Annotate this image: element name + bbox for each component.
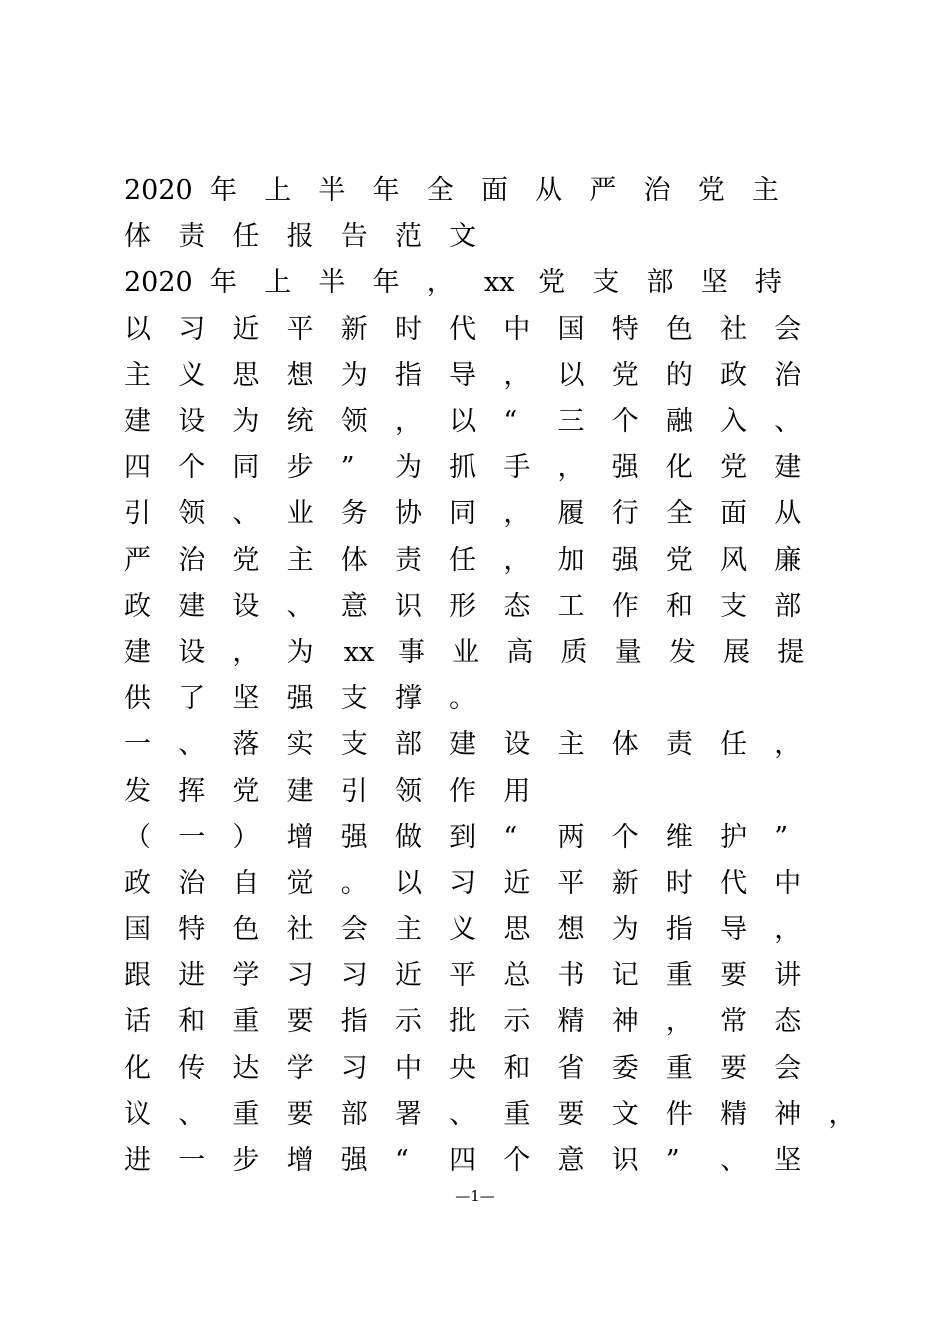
text-line (124, 999, 844, 1045)
text-token: 同 (232, 452, 260, 484)
text-token: 示 (503, 1006, 531, 1038)
text-token: 精 (557, 1006, 585, 1038)
text-token: 领 (394, 775, 422, 807)
text-token: xx (483, 267, 515, 299)
text-token: 从 (774, 498, 802, 530)
text-token: 色 (665, 313, 693, 345)
text-line (124, 768, 844, 814)
text-token: 年 (210, 267, 237, 299)
text-token: 神 (774, 1098, 802, 1130)
text-token: 中 (503, 313, 531, 345)
text-token: 提 (777, 636, 805, 668)
text-token: 履 (557, 498, 585, 530)
text-token: 跟 (124, 960, 151, 992)
text-token: 主 (286, 544, 314, 576)
text-token: 从 (535, 175, 563, 207)
text-token: 化 (665, 452, 693, 484)
text-token: 、 (286, 590, 314, 622)
page-number: —1— (455, 1187, 495, 1205)
text-token: 书 (557, 960, 585, 992)
text-token: 国 (124, 914, 151, 946)
text-token: 新 (611, 867, 639, 899)
text-token: 作 (611, 590, 639, 622)
text-token: 导 (449, 359, 477, 391)
text-token: 作 (449, 775, 477, 807)
text-token: 引 (340, 775, 368, 807)
text-token: 协 (394, 498, 422, 530)
text-token: 同 (449, 498, 477, 530)
text-token: 要 (557, 1098, 585, 1130)
text-line (124, 445, 844, 491)
text-token: 任 (449, 544, 477, 576)
text-token: 党 (720, 452, 748, 484)
text-token: 社 (286, 914, 314, 946)
text-token: 义 (178, 359, 206, 391)
text-token: 特 (611, 313, 639, 345)
text-token: ， (828, 1098, 856, 1130)
text-token: 政 (720, 359, 748, 391)
text-token: 平 (286, 313, 314, 345)
text-token: 个 (611, 406, 639, 438)
text-token: 议 (124, 1098, 151, 1130)
text-token: 量 (614, 636, 642, 668)
text-token: 部 (774, 590, 802, 622)
text-token: 识 (611, 1145, 639, 1177)
text-token: 指 (340, 1006, 368, 1038)
text-token: 发 (124, 775, 151, 807)
text-token: 责 (178, 221, 206, 253)
text-token: 。 (449, 683, 477, 715)
text-token: 撑 (394, 683, 422, 715)
text-token: 坚 (232, 683, 260, 715)
text-token: 体 (611, 729, 639, 761)
text-token: ” (665, 1145, 680, 1177)
text-line (124, 630, 844, 676)
text-token: 了 (178, 683, 206, 715)
text-token: 治 (178, 867, 206, 899)
text-line (124, 1046, 844, 1092)
text-token: 以 (557, 359, 585, 391)
text-token: 精 (720, 1098, 748, 1130)
text-token: 设 (232, 590, 260, 622)
text-token: 上 (264, 267, 292, 299)
text-token: 务 (340, 498, 368, 530)
text-token: 态 (774, 1006, 802, 1038)
text-token: 任 (720, 729, 748, 761)
text-token: 个 (178, 452, 206, 484)
body-text (124, 168, 856, 1184)
text-line (124, 815, 844, 861)
text-token: 2020 (124, 175, 193, 207)
text-token: 重 (665, 960, 693, 992)
text-token: 党 (538, 267, 566, 299)
text-token: 廉 (774, 544, 802, 576)
text-token: 强 (340, 1145, 368, 1177)
text-token: 党 (611, 359, 639, 391)
text-token: 业 (286, 498, 314, 530)
text-token: 学 (232, 960, 260, 992)
text-token: 学 (286, 1052, 314, 1084)
text-token: 落 (232, 729, 260, 761)
text-token: 省 (557, 1052, 585, 1084)
text-token: 重 (665, 1052, 693, 1084)
text-token: 风 (720, 544, 748, 576)
text-token: 态 (503, 590, 531, 622)
text-token: 建 (286, 775, 314, 807)
text-token: （ (124, 821, 151, 853)
text-token: ” (774, 821, 789, 853)
text-token: 范 (394, 221, 422, 253)
text-token: 化 (124, 1052, 151, 1084)
text-token: 一 (178, 821, 206, 853)
text-token: 建 (449, 729, 477, 761)
text-token: ， (426, 267, 454, 299)
text-token: 领 (178, 498, 206, 530)
text-token: 做 (394, 821, 422, 853)
text-token: 政 (124, 867, 151, 899)
text-token: 统 (286, 406, 314, 438)
text-token: 建 (178, 590, 206, 622)
text-token: 严 (589, 175, 617, 207)
text-token: 为 (611, 914, 639, 946)
text-token: 一 (124, 729, 151, 761)
text-token: 支 (340, 683, 368, 715)
text-token: xx (343, 636, 375, 668)
text-line (124, 399, 844, 445)
text-token: 文 (449, 221, 477, 253)
text-line (124, 214, 844, 260)
text-token: 2020 (124, 267, 193, 299)
text-token: ， (557, 452, 585, 484)
text-token: 特 (178, 914, 206, 946)
text-token: 党 (697, 175, 725, 207)
text-line (124, 353, 844, 399)
text-token: 自 (232, 867, 260, 899)
text-token: 严 (124, 544, 151, 576)
text-token: 持 (754, 267, 782, 299)
text-token: 全 (665, 498, 693, 530)
text-line (124, 953, 844, 999)
text-token: 发 (668, 636, 696, 668)
text-token: 告 (340, 221, 368, 253)
text-token: 色 (232, 914, 260, 946)
text-token: 形 (449, 590, 477, 622)
text-token: 手 (503, 452, 531, 484)
text-token: 四 (124, 452, 151, 484)
text-token: 治 (643, 175, 671, 207)
text-token: 主 (557, 729, 585, 761)
text-token: 步 (286, 452, 314, 484)
text-token: 平 (557, 867, 585, 899)
text-token: 社 (720, 313, 748, 345)
text-token: 展 (723, 636, 751, 668)
text-token: 实 (286, 729, 314, 761)
text-token: “ (394, 1145, 409, 1177)
text-token: 设 (503, 729, 531, 761)
text-token: 达 (232, 1052, 260, 1084)
text-token: 、 (774, 406, 802, 438)
text-token: 步 (232, 1145, 260, 1177)
text-token: 署 (394, 1098, 422, 1130)
text-token: 半 (318, 175, 346, 207)
text-token: 时 (394, 313, 422, 345)
text-token: 工 (557, 590, 585, 622)
text-token: 体 (124, 221, 151, 253)
text-token: 质 (560, 636, 588, 668)
text-token: 两 (557, 821, 585, 853)
text-line (124, 168, 844, 214)
text-line (124, 676, 844, 722)
text-token: 进 (178, 960, 206, 992)
text-token: 重 (232, 1098, 260, 1130)
text-token: 新 (340, 313, 368, 345)
text-token: 导 (720, 914, 748, 946)
text-token: 讲 (774, 960, 802, 992)
text-token: 以 (394, 867, 422, 899)
text-token: 一 (178, 1145, 206, 1177)
text-token: 强 (611, 544, 639, 576)
text-token: 建 (774, 452, 802, 484)
text-token: 想 (286, 359, 314, 391)
text-line (124, 722, 844, 768)
text-token: ， (503, 359, 531, 391)
text-token: 领 (340, 406, 368, 438)
text-token: 平 (449, 960, 477, 992)
text-token: 治 (178, 544, 206, 576)
text-token: 中 (394, 1052, 422, 1084)
text-token: 国 (557, 313, 585, 345)
text-token: 习 (449, 867, 477, 899)
text-line (124, 260, 844, 306)
text-token: 会 (340, 914, 368, 946)
text-token: 引 (124, 498, 151, 530)
text-token: 挥 (178, 775, 206, 807)
text-token: 和 (178, 1006, 206, 1038)
text-token: 年 (210, 175, 237, 207)
text-token: ” (340, 452, 355, 484)
text-token: 强 (611, 452, 639, 484)
text-token: 总 (503, 960, 531, 992)
text-token: 神 (611, 1006, 639, 1038)
text-token: 建 (124, 406, 151, 438)
text-token: “ (503, 821, 518, 853)
text-token: 思 (503, 914, 531, 946)
text-token: 批 (449, 1006, 477, 1038)
text-token: “ (503, 406, 518, 438)
text-token: 代 (720, 867, 748, 899)
text-token: 习 (340, 1052, 368, 1084)
text-token: 高 (506, 636, 534, 668)
text-token: 为 (394, 452, 422, 484)
text-line (124, 861, 844, 907)
text-token: 加 (557, 544, 585, 576)
text-token: ， (665, 1006, 693, 1038)
text-token: 强 (340, 821, 368, 853)
text-line (124, 1092, 856, 1138)
text-token: 中 (774, 867, 802, 899)
text-token: 事 (397, 636, 425, 668)
text-token: 重 (232, 1006, 260, 1038)
text-token: 护 (720, 821, 748, 853)
text-token: 业 (452, 636, 480, 668)
text-token: 和 (503, 1052, 531, 1084)
text-token: 支 (720, 590, 748, 622)
text-token: 为 (232, 406, 260, 438)
text-token: 主 (751, 175, 779, 207)
text-token: 话 (124, 1006, 151, 1038)
text-token: 意 (340, 590, 368, 622)
text-token: 习 (178, 313, 206, 345)
text-token: 全 (426, 175, 454, 207)
text-token: 支 (592, 267, 620, 299)
text-token: 习 (286, 960, 314, 992)
text-token: 抓 (449, 452, 477, 484)
text-token: ， (232, 636, 260, 668)
text-token: 、 (720, 1145, 748, 1177)
text-token: 主 (394, 914, 422, 946)
text-token: 识 (394, 590, 422, 622)
text-token: 传 (178, 1052, 206, 1084)
text-token: 建 (124, 636, 151, 668)
text-token: 和 (665, 590, 693, 622)
text-token: 设 (178, 636, 206, 668)
text-token: 的 (665, 359, 693, 391)
text-token: 年 (372, 175, 400, 207)
text-token: 增 (286, 1145, 314, 1177)
text-token: ， (774, 729, 802, 761)
text-token: 行 (611, 498, 639, 530)
text-token: 示 (394, 1006, 422, 1038)
text-token: 面 (480, 175, 508, 207)
text-token: 想 (557, 914, 585, 946)
text-token: 报 (286, 221, 314, 253)
text-token: 时 (665, 867, 693, 899)
text-token: 四 (449, 1145, 477, 1177)
text-token: 义 (449, 914, 477, 946)
text-token: 增 (286, 821, 314, 853)
text-token: 部 (646, 267, 674, 299)
text-token: 要 (720, 1052, 748, 1084)
text-token: 以 (124, 313, 151, 345)
text-token: 任 (232, 221, 260, 253)
text-token: 近 (394, 960, 422, 992)
text-token: 用 (503, 775, 531, 807)
text-token: ） (232, 821, 260, 853)
text-token: 部 (394, 729, 422, 761)
text-token: 个 (611, 821, 639, 853)
text-token: 习 (340, 960, 368, 992)
text-token: 党 (665, 544, 693, 576)
text-token: ， (394, 406, 422, 438)
text-token: 、 (178, 1098, 206, 1130)
text-token: 委 (611, 1052, 639, 1084)
text-token: 党 (232, 544, 260, 576)
text-token: 会 (774, 313, 802, 345)
text-token: 入 (720, 406, 748, 438)
text-token: 部 (340, 1098, 368, 1130)
text-token: 文 (611, 1098, 639, 1130)
text-token: ， (503, 498, 531, 530)
text-token: 件 (665, 1098, 693, 1130)
text-token: 思 (232, 359, 260, 391)
text-token: 觉 (286, 867, 314, 899)
text-line (124, 584, 844, 630)
text-token: 进 (124, 1145, 151, 1177)
text-token: 三 (557, 406, 585, 438)
text-token: 上 (264, 175, 292, 207)
text-token: 到 (449, 821, 477, 853)
text-token: 重 (503, 1098, 531, 1130)
text-token: 党 (232, 775, 260, 807)
text-token: 代 (449, 313, 477, 345)
text-token: ， (774, 914, 802, 946)
text-line (124, 491, 844, 537)
text-token: 坚 (700, 267, 728, 299)
text-token: 为 (286, 636, 314, 668)
text-token: ， (503, 544, 531, 576)
text-token: 要 (286, 1006, 314, 1038)
text-token: 意 (557, 1145, 585, 1177)
text-token: 坚 (774, 1145, 802, 1177)
text-token: 为 (340, 359, 368, 391)
text-token: 央 (449, 1052, 477, 1084)
text-token: 强 (286, 683, 314, 715)
text-token: 要 (720, 960, 748, 992)
text-token: 治 (774, 359, 802, 391)
text-token: 支 (340, 729, 368, 761)
text-line (124, 538, 844, 584)
text-token: 指 (394, 359, 422, 391)
text-token: 指 (665, 914, 693, 946)
text-token: 年 (372, 267, 400, 299)
text-token: 融 (665, 406, 693, 438)
text-token: 记 (611, 960, 639, 992)
text-token: 、 (449, 1098, 477, 1130)
text-token: 责 (394, 544, 422, 576)
text-line (124, 907, 844, 953)
text-token: 常 (720, 1006, 748, 1038)
text-token: 要 (286, 1098, 314, 1130)
text-token: 近 (232, 313, 260, 345)
text-token: 面 (720, 498, 748, 530)
text-token: 主 (124, 359, 151, 391)
text-token: 半 (318, 267, 346, 299)
text-token: 以 (449, 406, 477, 438)
text-token: 维 (665, 821, 693, 853)
text-token: 设 (178, 406, 206, 438)
text-token: 个 (503, 1145, 531, 1177)
text-token: 政 (124, 590, 151, 622)
text-token: 、 (178, 729, 206, 761)
text-token: 责 (665, 729, 693, 761)
text-line (124, 1138, 844, 1184)
text-token: 供 (124, 683, 151, 715)
text-token: 体 (340, 544, 368, 576)
text-line (124, 307, 844, 353)
text-token: 。 (340, 867, 368, 899)
text-token: 、 (232, 498, 260, 530)
text-token: 会 (774, 1052, 802, 1084)
text-token: 近 (503, 867, 531, 899)
